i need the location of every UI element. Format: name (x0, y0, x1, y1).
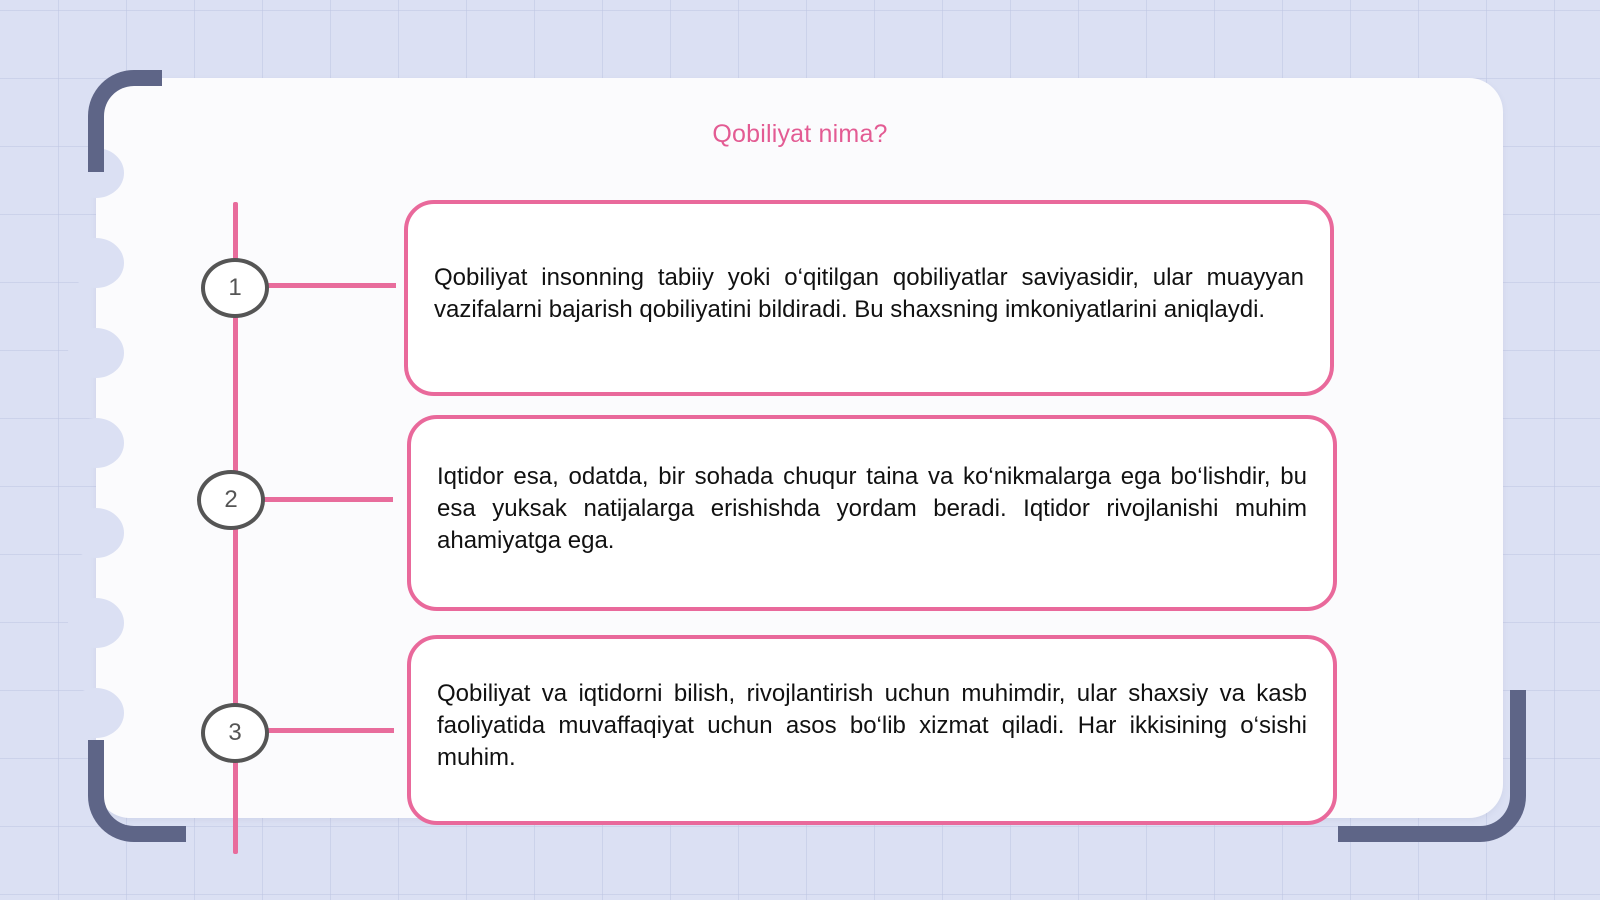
step-number-badge: 1 (201, 258, 269, 318)
page-edge-scallop (68, 238, 124, 288)
content-card (407, 635, 1337, 825)
page-edge-scallop (68, 598, 124, 648)
card-text: Qobiliyat insonning tabiiy yoki o‘qitilgan qobiliyatlar saviyasidir, ular muayyan vazifalarni bajarish qobiliyatini bildiradi. Bu shaxsning imkoniyatlarini aniqlaydi. (434, 264, 1304, 323)
timeline-connector (264, 497, 393, 502)
step-number-badge: 2 (197, 470, 265, 530)
card-text: Iqtidor esa, odatda, bir sohada chuqur taina va ko‘nikmalarga ega bo‘lishdir, bu esa yuksak natijalarga erishishda yordam beradi. Iqtidor rivojlanishi muhim ahamiyatga ega. (437, 463, 1307, 554)
frame-corner-top-left (88, 70, 162, 172)
card-text: Qobiliyat va iqtidorni bilish, rivojlantirish uchun muhimdir, ular shaxsiy va kasb faoliyatida muvaffaqiyat uchun asos bo‘lib xizmat qiladi. Har ikkisining o‘sishi muhim. (437, 680, 1307, 771)
content-card (404, 200, 1334, 396)
timeline-connector (268, 283, 396, 288)
page-edge-scallop (68, 688, 124, 738)
page-edge-scallop (68, 418, 124, 468)
timeline-connector (268, 728, 394, 733)
frame-corner-bottom-right (1338, 690, 1526, 842)
page-edge-scallop (68, 508, 124, 558)
step-number-badge: 3 (201, 703, 269, 763)
content-card (407, 415, 1337, 611)
page-edge-scallop (68, 328, 124, 378)
slide-title: Qobiliyat nima? (712, 120, 888, 148)
frame-corner-bottom-left (88, 740, 186, 842)
